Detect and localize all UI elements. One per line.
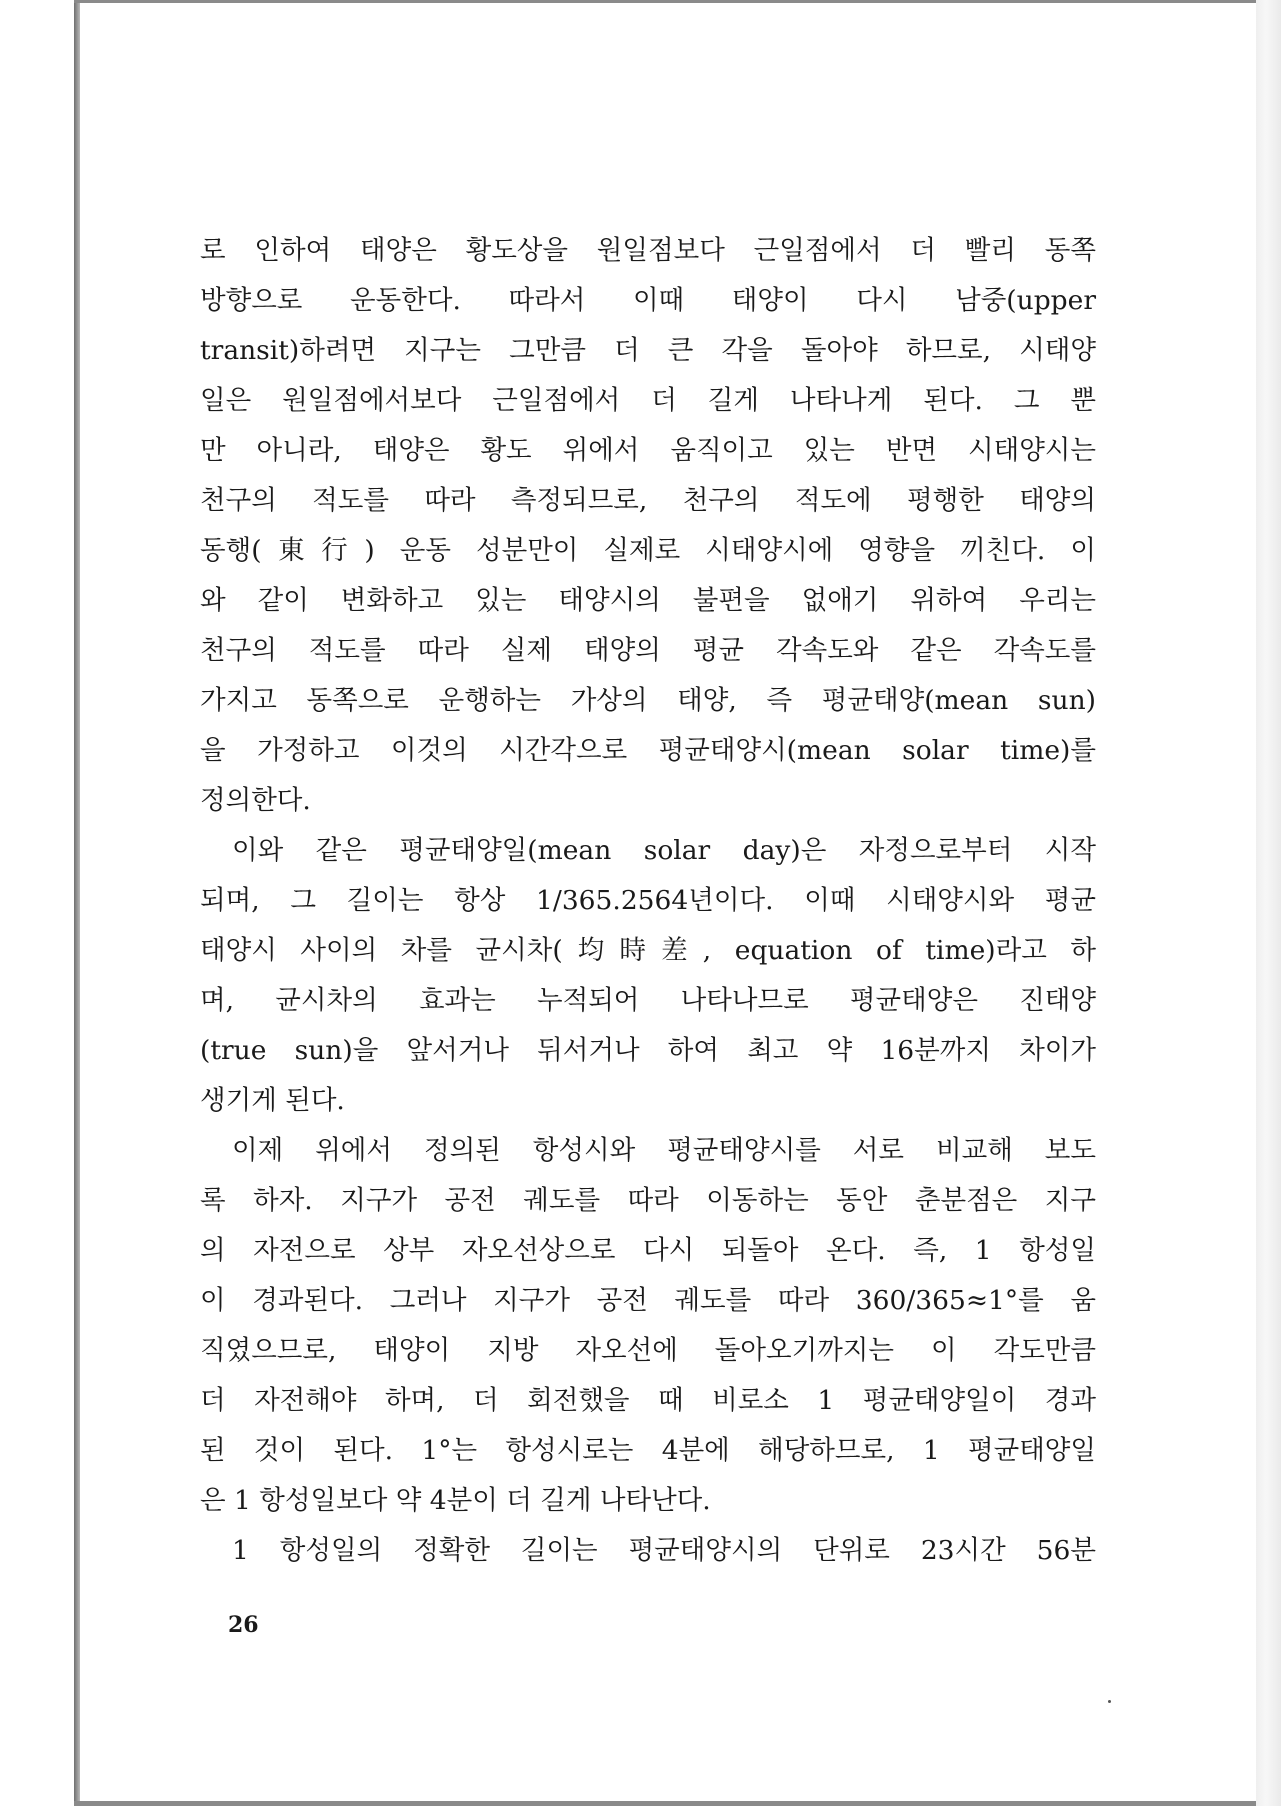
text-line: 의 자전으로 상부 자오선상으로 다시 되돌아 온다. 즉, 1 항성일: [200, 1235, 1096, 1266]
text-line: 은 1 항성일보다 약 4분이 더 길게 나타난다.: [200, 1485, 711, 1516]
text-line: 생기게 된다.: [200, 1085, 345, 1116]
text-line: (true sun)을 앞서거나 뒤서거나 하여 최고 약 16분까지 차이가: [200, 1035, 1096, 1066]
text-line: 되며, 그 길이는 항상 1/365.2564년이다. 이때 시태양시와 평균: [200, 885, 1096, 916]
text-line: 이제 위에서 정의된 항성시와 평균태양시를 서로 비교해 보도: [232, 1135, 1096, 1166]
text-line: 천구의 적도를 따라 실제 태양의 평균 각속도와 같은 각속도를: [200, 635, 1096, 666]
page-top-edge: [74, 0, 1264, 3]
text-line: transit)하려면 지구는 그만큼 더 큰 각을 돌아야 하므로, 시태양: [200, 335, 1096, 366]
body-text: [200, 226, 1096, 1576]
text-line: 이와 같은 평균태양일(mean solar day)은 자정으로부터 시작: [232, 835, 1096, 866]
paragraph-2: [200, 826, 1096, 1126]
text-line: 이 경과된다. 그러나 지구가 공전 궤도를 따라 360/365≈1°를 움: [200, 1285, 1096, 1316]
text-line: 된 것이 된다. 1°는 항성시로는 4분에 해당하므로, 1 평균태양일: [200, 1435, 1096, 1466]
text-line: 동행(東行) 운동 성분만이 실제로 시태양시에 영향을 끼친다. 이: [200, 535, 1096, 566]
paragraph-3: [200, 1126, 1096, 1526]
text-line: 록 하자. 지구가 공전 궤도를 따라 이동하는 동안 춘분점은 지구: [200, 1185, 1096, 1216]
paragraph-4: [200, 1526, 1096, 1576]
text-line: 일은 원일점에서보다 근일점에서 더 길게 나타나게 된다. 그 뿐: [200, 385, 1096, 416]
text-line: 만 아니라, 태양은 황도 위에서 움직이고 있는 반면 시태양시는: [200, 435, 1096, 466]
paragraph-1: [200, 226, 1096, 826]
text-line: 직였으므로, 태양이 지방 자오선에 돌아오기까지는 이 각도만큼: [200, 1335, 1096, 1366]
text-line: 로 인하여 태양은 황도상을 원일점보다 근일점에서 더 빨리 동쪽: [200, 235, 1096, 266]
page-right-edge: [1256, 0, 1281, 1806]
page-binding-edge: [74, 0, 80, 1806]
text-line: 가지고 동쪽으로 운행하는 가상의 태양, 즉 평균태양(mean sun): [200, 685, 1096, 716]
text-line: 며, 균시차의 효과는 누적되어 나타나므로 평균태양은 진태양: [200, 985, 1096, 1016]
text-line: 더 자전해야 하며, 더 회전했을 때 비로소 1 평균태양일이 경과: [200, 1385, 1096, 1416]
page-bottom-edge: [74, 1801, 1264, 1806]
text-line: 와 같이 변화하고 있는 태양시의 불편을 없애기 위하여 우리는: [200, 585, 1096, 616]
text-line: 정의한다.: [200, 785, 311, 816]
text-line: 방향으로 운동한다. 따라서 이때 태양이 다시 남중(upper: [200, 285, 1096, 316]
page-number: 26: [228, 1612, 259, 1638]
scan-speck: [1108, 1700, 1111, 1703]
text-line: 1 항성일의 정확한 길이는 평균태양시의 단위로 23시간 56분: [232, 1535, 1096, 1566]
text-line: 을 가정하고 이것의 시간각으로 평균태양시(mean solar time)를: [200, 735, 1096, 766]
text-line: 천구의 적도를 따라 측정되므로, 천구의 적도에 평행한 태양의: [200, 485, 1096, 516]
text-line: 태양시 사이의 차를 균시차(均時差, equation of time)라고 하: [200, 935, 1096, 966]
